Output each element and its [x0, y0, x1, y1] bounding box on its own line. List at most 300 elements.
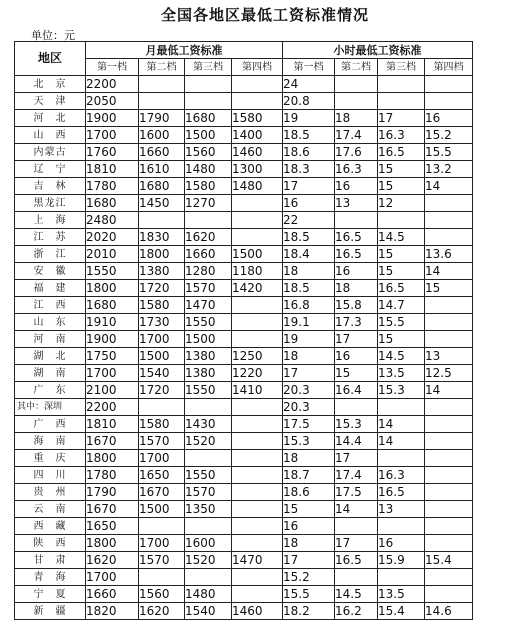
region-cell: 山 东 [15, 314, 86, 331]
hourly-wage-cell: 15.5 [425, 144, 473, 161]
monthly-wage-cell: 1600 [185, 535, 232, 552]
monthly-wage-cell: 1720 [139, 280, 185, 297]
table-row [15, 416, 520, 433]
table-row [15, 348, 520, 365]
hourly-wage-cell: 16 [283, 195, 335, 212]
monthly-wage-cell: 2200 [86, 399, 139, 416]
region-cell: 西 藏 [15, 518, 86, 535]
hourly-wage-cell: 17 [378, 110, 425, 127]
hourly-wage-cell: 13.6 [425, 246, 473, 263]
monthly-wage-cell: 2050 [86, 93, 139, 110]
hourly-wage-cell: 18.6 [283, 144, 335, 161]
region-cell: 上 海 [15, 212, 86, 229]
hourly-wage-cell: 14 [425, 382, 473, 399]
hourly-wage-cell: 15.8 [335, 297, 378, 314]
monthly-wage-cell [139, 76, 185, 93]
hourly-wage-cell: 18.7 [283, 467, 335, 484]
hourly-wage-cell [425, 314, 473, 331]
monthly-wage-cell: 1670 [86, 501, 139, 518]
hourly-wage-cell: 18.5 [283, 127, 335, 144]
monthly-wage-cell [232, 535, 283, 552]
wage-table [14, 41, 520, 620]
region-cell: 青 海 [15, 569, 86, 586]
region-cell: 天 津 [15, 93, 86, 110]
hourly-wage-cell [425, 416, 473, 433]
hourly-wage-cell: 15 [378, 331, 425, 348]
table-row [15, 127, 520, 144]
hourly-wage-cell: 17 [283, 178, 335, 195]
hourly-wage-cell: 13.5 [378, 365, 425, 382]
hourly-wage-cell: 20.3 [283, 399, 335, 416]
hourly-wage-cell: 18.5 [283, 280, 335, 297]
table-row [15, 501, 520, 518]
hourly-wage-cell: 16.5 [378, 144, 425, 161]
hourly-wage-cell [425, 195, 473, 212]
hourly-wage-cell: 15 [378, 263, 425, 280]
monthly-wage-cell: 1700 [86, 569, 139, 586]
table-row [15, 76, 520, 93]
hourly-wage-cell: 16 [335, 178, 378, 195]
monthly-wage-cell [185, 569, 232, 586]
monthly-wage-cell: 1800 [86, 450, 139, 467]
monthly-wage-cell: 1300 [232, 161, 283, 178]
hourly-wage-cell: 12 [378, 195, 425, 212]
hourly-wage-cell: 20.8 [283, 93, 335, 110]
hourly-wage-cell: 14.7 [378, 297, 425, 314]
hourly-wage-cell: 15.3 [283, 433, 335, 450]
hourly-wage-cell [425, 331, 473, 348]
monthly-wage-cell: 1220 [232, 365, 283, 382]
hourly-wage-cell: 16.8 [283, 297, 335, 314]
hourly-wage-cell: 15 [425, 280, 473, 297]
monthly-wage-cell [232, 212, 283, 229]
monthly-wage-cell: 1620 [86, 552, 139, 569]
table-row [15, 93, 520, 110]
hourly-wage-cell: 14.6 [425, 603, 473, 620]
monthly-wage-cell: 1780 [86, 467, 139, 484]
monthly-wage-cell [185, 212, 232, 229]
monthly-wage-cell: 1480 [185, 586, 232, 603]
header-area: 地区 [15, 42, 86, 76]
monthly-wage-cell: 1350 [185, 501, 232, 518]
hourly-wage-cell [335, 569, 378, 586]
monthly-wage-cell: 1550 [86, 263, 139, 280]
monthly-wage-cell: 1620 [185, 229, 232, 246]
monthly-wage-cell: 1570 [139, 552, 185, 569]
monthly-wage-cell [139, 93, 185, 110]
monthly-wage-cell: 1550 [185, 467, 232, 484]
hourly-wage-cell: 22 [283, 212, 335, 229]
table-row [15, 552, 520, 569]
monthly-wage-cell [232, 484, 283, 501]
hourly-wage-cell [425, 450, 473, 467]
hourly-wage-cell: 16.5 [335, 229, 378, 246]
monthly-wage-cell [139, 212, 185, 229]
unit-label: 单位：元 [31, 29, 75, 42]
hourly-wage-cell: 14 [378, 433, 425, 450]
hourly-wage-cell: 16.3 [378, 467, 425, 484]
hourly-wage-cell: 15.2 [425, 127, 473, 144]
monthly-wage-cell [139, 399, 185, 416]
hourly-wage-cell: 17.4 [335, 127, 378, 144]
hourly-wage-cell [378, 212, 425, 229]
hourly-wage-cell [335, 399, 378, 416]
hourly-wage-cell [335, 518, 378, 535]
monthly-wage-cell: 1570 [139, 433, 185, 450]
monthly-wage-cell: 1270 [185, 195, 232, 212]
monthly-wage-cell: 1670 [139, 484, 185, 501]
hourly-wage-cell [425, 586, 473, 603]
monthly-wage-cell: 1660 [86, 586, 139, 603]
monthly-wage-cell: 1670 [86, 433, 139, 450]
hourly-wage-cell: 16.5 [335, 246, 378, 263]
header-hourly: 小时最低工资标准 [283, 42, 473, 59]
hourly-wage-cell: 18 [283, 450, 335, 467]
hourly-wage-cell: 18 [283, 263, 335, 280]
hourly-wage-cell [425, 76, 473, 93]
monthly-wage-cell [185, 76, 232, 93]
hourly-wage-cell: 17.3 [335, 314, 378, 331]
hourly-wage-cell: 16 [335, 263, 378, 280]
monthly-wage-cell: 2010 [86, 246, 139, 263]
hourly-wage-cell: 14.5 [378, 229, 425, 246]
table-row [15, 110, 520, 127]
region-cell: 贵 州 [15, 484, 86, 501]
monthly-wage-cell: 1470 [185, 297, 232, 314]
monthly-wage-cell: 1750 [86, 348, 139, 365]
monthly-wage-cell: 1810 [86, 161, 139, 178]
monthly-wage-cell: 1380 [185, 365, 232, 382]
table-row [15, 297, 520, 314]
monthly-wage-cell: 1700 [139, 535, 185, 552]
monthly-wage-cell: 1580 [185, 178, 232, 195]
monthly-wage-cell: 1580 [232, 110, 283, 127]
table-row [15, 535, 520, 552]
monthly-wage-cell [232, 297, 283, 314]
hourly-wage-cell: 17 [283, 552, 335, 569]
monthly-wage-cell: 1820 [86, 603, 139, 620]
region-cell: 广 东 [15, 382, 86, 399]
hourly-wage-cell [425, 535, 473, 552]
hourly-wage-cell: 16 [335, 348, 378, 365]
monthly-wage-cell: 1910 [86, 314, 139, 331]
hourly-wage-cell: 16.5 [378, 484, 425, 501]
monthly-wage-cell [232, 518, 283, 535]
region-cell: 云 南 [15, 501, 86, 518]
monthly-wage-cell: 1780 [86, 178, 139, 195]
hourly-wage-cell: 16.3 [335, 161, 378, 178]
monthly-wage-cell [232, 450, 283, 467]
monthly-wage-cell [185, 399, 232, 416]
region-cell: 辽 宁 [15, 161, 86, 178]
monthly-wage-cell: 1610 [139, 161, 185, 178]
monthly-wage-cell [232, 569, 283, 586]
monthly-wage-cell [139, 569, 185, 586]
monthly-wage-cell: 1460 [232, 603, 283, 620]
table-row [15, 161, 520, 178]
monthly-wage-cell: 1480 [185, 161, 232, 178]
hourly-wage-cell [378, 76, 425, 93]
monthly-wage-cell: 1570 [185, 280, 232, 297]
region-cell: 广 西 [15, 416, 86, 433]
region-cell: 福 建 [15, 280, 86, 297]
hourly-tier-4: 第四档 [425, 59, 473, 76]
hourly-wage-cell [425, 399, 473, 416]
monthly-wage-cell: 1480 [232, 178, 283, 195]
region-cell: 陕 西 [15, 535, 86, 552]
monthly-wage-cell: 1680 [185, 110, 232, 127]
hourly-wage-cell: 17.5 [283, 416, 335, 433]
hourly-wage-cell: 17 [335, 535, 378, 552]
page-title: 全国各地区最低工资标准情况 [160, 6, 369, 24]
monthly-wage-cell: 1380 [139, 263, 185, 280]
hourly-wage-cell [335, 93, 378, 110]
table-row [15, 280, 520, 297]
hourly-wage-cell: 15 [378, 178, 425, 195]
monthly-wage-cell: 1500 [139, 501, 185, 518]
table-row [15, 195, 520, 212]
monthly-wage-cell: 1700 [86, 365, 139, 382]
hourly-wage-cell: 14.4 [335, 433, 378, 450]
hourly-wage-cell [335, 76, 378, 93]
hourly-wage-cell [378, 93, 425, 110]
hourly-wage-cell: 18 [283, 535, 335, 552]
hourly-wage-cell: 20.3 [283, 382, 335, 399]
hourly-wage-cell: 14 [425, 263, 473, 280]
table-row [15, 399, 520, 416]
monthly-wage-cell: 1580 [139, 416, 185, 433]
monthly-wage-cell [232, 229, 283, 246]
monthly-wage-cell: 1650 [86, 518, 139, 535]
hourly-wage-cell: 13.2 [425, 161, 473, 178]
monthly-wage-cell: 1830 [139, 229, 185, 246]
region-cell: 湖 北 [15, 348, 86, 365]
region-cell: 河 南 [15, 331, 86, 348]
hourly-wage-cell: 14 [425, 178, 473, 195]
table-row [15, 229, 520, 246]
monthly-wage-cell: 1540 [185, 603, 232, 620]
monthly-wage-cell: 1420 [232, 280, 283, 297]
table-row [15, 331, 520, 348]
region-cell: 山 西 [15, 127, 86, 144]
monthly-wage-cell [232, 399, 283, 416]
monthly-wage-cell: 1800 [86, 535, 139, 552]
monthly-wage-cell: 1790 [86, 484, 139, 501]
hourly-wage-cell [335, 212, 378, 229]
hourly-wage-cell [425, 501, 473, 518]
hourly-wage-cell: 15.2 [283, 569, 335, 586]
monthly-wage-cell: 1280 [185, 263, 232, 280]
table-row [15, 382, 520, 399]
monthly-wage-cell: 1660 [139, 144, 185, 161]
monthly-wage-cell [232, 93, 283, 110]
hourly-wage-cell: 15.5 [378, 314, 425, 331]
monthly-wage-cell [232, 195, 283, 212]
hourly-wage-cell [425, 467, 473, 484]
table-row [15, 433, 520, 450]
hourly-wage-cell: 18.3 [283, 161, 335, 178]
monthly-tier-2: 第二档 [139, 59, 185, 76]
region-cell: 吉 林 [15, 178, 86, 195]
hourly-wage-cell: 18.2 [283, 603, 335, 620]
monthly-wage-cell: 1730 [139, 314, 185, 331]
monthly-wage-cell [232, 467, 283, 484]
hourly-wage-cell: 14.5 [335, 586, 378, 603]
hourly-wage-cell: 15.5 [283, 586, 335, 603]
region-cell: 四 川 [15, 467, 86, 484]
table-row [15, 450, 520, 467]
monthly-wage-cell: 1380 [185, 348, 232, 365]
monthly-wage-cell: 1660 [185, 246, 232, 263]
hourly-wage-cell [425, 518, 473, 535]
table-row [15, 518, 520, 535]
region-cell: 黑龙江 [15, 195, 86, 212]
monthly-wage-cell: 1540 [139, 365, 185, 382]
monthly-wage-cell: 2480 [86, 212, 139, 229]
hourly-wage-cell [378, 399, 425, 416]
hourly-wage-cell [425, 297, 473, 314]
hourly-wage-cell: 13 [335, 195, 378, 212]
monthly-wage-cell: 1790 [139, 110, 185, 127]
region-cell: 新 疆 [15, 603, 86, 620]
hourly-wage-cell: 18 [335, 280, 378, 297]
hourly-wage-cell: 17 [335, 331, 378, 348]
monthly-wage-cell: 2020 [86, 229, 139, 246]
table-row [15, 246, 520, 263]
hourly-wage-cell: 19 [283, 110, 335, 127]
hourly-wage-cell: 15 [378, 246, 425, 263]
hourly-wage-cell: 24 [283, 76, 335, 93]
hourly-wage-cell: 16.4 [335, 382, 378, 399]
hourly-wage-cell: 14 [378, 416, 425, 433]
monthly-wage-cell: 1560 [185, 144, 232, 161]
monthly-wage-cell: 1760 [86, 144, 139, 161]
hourly-wage-cell: 15.4 [378, 603, 425, 620]
region-cell: 内蒙古 [15, 144, 86, 161]
table-row [15, 365, 520, 382]
monthly-tier-1: 第一档 [86, 59, 139, 76]
monthly-wage-cell [232, 416, 283, 433]
monthly-wage-cell: 1460 [232, 144, 283, 161]
monthly-wage-cell [232, 501, 283, 518]
region-cell: 重 庆 [15, 450, 86, 467]
hourly-wage-cell: 18.4 [283, 246, 335, 263]
header-monthly: 月最低工资标准 [86, 42, 283, 59]
monthly-wage-cell: 1900 [86, 331, 139, 348]
hourly-wage-cell [378, 518, 425, 535]
hourly-wage-cell [378, 450, 425, 467]
hourly-wage-cell [425, 433, 473, 450]
monthly-wage-cell: 1410 [232, 382, 283, 399]
hourly-wage-cell: 15.4 [425, 552, 473, 569]
monthly-wage-cell [185, 450, 232, 467]
hourly-wage-cell [378, 569, 425, 586]
hourly-wage-cell: 16 [378, 535, 425, 552]
hourly-wage-cell [425, 569, 473, 586]
region-cell: 河 北 [15, 110, 86, 127]
hourly-wage-cell: 19.1 [283, 314, 335, 331]
region-cell: 安 徽 [15, 263, 86, 280]
table-row [15, 569, 520, 586]
hourly-wage-cell: 18.6 [283, 484, 335, 501]
hourly-wage-cell: 14 [335, 501, 378, 518]
hourly-wage-cell: 16.2 [335, 603, 378, 620]
hourly-tier-1: 第一档 [283, 59, 335, 76]
monthly-wage-cell: 1180 [232, 263, 283, 280]
monthly-wage-cell: 1250 [232, 348, 283, 365]
hourly-wage-cell: 16.5 [378, 280, 425, 297]
monthly-wage-cell [139, 518, 185, 535]
hourly-wage-cell: 15.3 [335, 416, 378, 433]
hourly-wage-cell: 17.6 [335, 144, 378, 161]
monthly-wage-cell: 1470 [232, 552, 283, 569]
hourly-wage-cell: 15 [378, 161, 425, 178]
hourly-wage-cell: 17 [283, 365, 335, 382]
monthly-tier-4: 第四档 [232, 59, 283, 76]
hourly-wage-cell: 13 [425, 348, 473, 365]
monthly-wage-cell: 1500 [232, 246, 283, 263]
hourly-wage-cell [425, 229, 473, 246]
monthly-wage-cell: 1550 [185, 382, 232, 399]
monthly-wage-cell: 1560 [139, 586, 185, 603]
table-row [15, 586, 520, 603]
monthly-wage-cell: 1620 [139, 603, 185, 620]
region-cell: 宁 夏 [15, 586, 86, 603]
hourly-wage-cell [425, 93, 473, 110]
hourly-wage-cell [425, 212, 473, 229]
region-cell: 江 苏 [15, 229, 86, 246]
table-row [15, 212, 520, 229]
hourly-wage-cell: 18 [283, 348, 335, 365]
region-cell: 北 京 [15, 76, 86, 93]
region-cell: 江 西 [15, 297, 86, 314]
monthly-wage-cell: 1500 [185, 127, 232, 144]
monthly-wage-cell: 1700 [139, 450, 185, 467]
hourly-wage-cell: 16.3 [378, 127, 425, 144]
hourly-wage-cell: 17.4 [335, 467, 378, 484]
monthly-wage-cell: 1680 [86, 297, 139, 314]
monthly-wage-cell: 1520 [185, 552, 232, 569]
monthly-wage-cell: 1650 [139, 467, 185, 484]
table-row [15, 467, 520, 484]
monthly-wage-cell: 2100 [86, 382, 139, 399]
region-cell: 湖 南 [15, 365, 86, 382]
table-row [15, 144, 520, 161]
monthly-wage-cell: 1450 [139, 195, 185, 212]
monthly-wage-cell [232, 314, 283, 331]
hourly-wage-cell: 19 [283, 331, 335, 348]
monthly-wage-cell: 1400 [232, 127, 283, 144]
hourly-tier-3: 第三档 [378, 59, 425, 76]
hourly-wage-cell: 15 [335, 365, 378, 382]
hourly-wage-cell: 12.5 [425, 365, 473, 382]
monthly-wage-cell [185, 93, 232, 110]
monthly-wage-cell: 1720 [139, 382, 185, 399]
monthly-wage-cell [232, 331, 283, 348]
monthly-tier-3: 第三档 [185, 59, 232, 76]
hourly-wage-cell: 15 [283, 501, 335, 518]
monthly-wage-cell: 1500 [139, 348, 185, 365]
monthly-wage-cell: 1680 [139, 178, 185, 195]
monthly-wage-cell: 1810 [86, 416, 139, 433]
monthly-wage-cell [232, 586, 283, 603]
hourly-wage-cell: 13.5 [378, 586, 425, 603]
region-cell: 其中：深圳 [15, 399, 86, 416]
monthly-wage-cell: 1520 [185, 433, 232, 450]
monthly-wage-cell [232, 433, 283, 450]
monthly-wage-cell: 1700 [86, 127, 139, 144]
monthly-wage-cell: 1570 [185, 484, 232, 501]
